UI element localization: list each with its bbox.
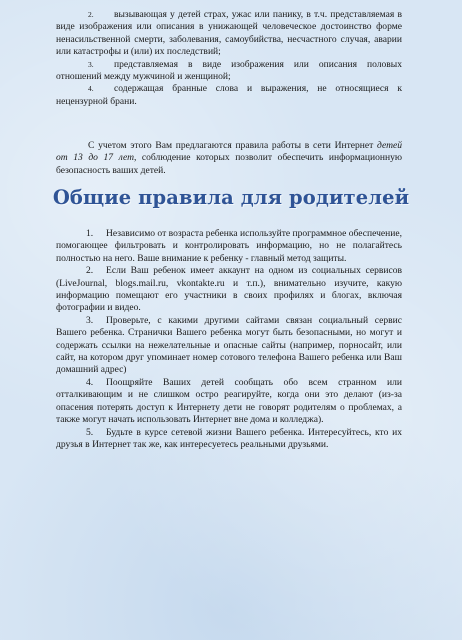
list-item <box>56 59 402 84</box>
rule-number: 5. <box>86 426 94 438</box>
rule-number: 3. <box>86 314 94 326</box>
rule-text: Если Ваш ребенок имеет аккаунт на одном из социальных сервисов (LiveJournal, blogs.mail.ru, vkontakte.ru и т.п.), внимательно изучите, какую информацию помещают его участники в своих профилях и блогах, включая фотографии и видео. <box>56 265 402 314</box>
intro-paragraph <box>56 140 402 177</box>
list-text: содержащая бранные слова и выражения, не относящиеся к нецензурной брани. <box>56 83 402 107</box>
list-number: 3. <box>88 59 94 69</box>
rule-item <box>56 315 402 377</box>
rule-item <box>56 265 402 315</box>
rule-text: Будьте в курсе сетевой жизни Вашего ребенка. Интересуйтесь, кто их друзья в Интернет так же, как интересуетесь реальными друзьями. <box>56 426 402 450</box>
list-item <box>56 9 402 59</box>
list-number: 4. <box>88 84 94 94</box>
parent-rules-list <box>56 228 402 451</box>
intro-text-before: С учетом этого Вам предлагаются правила работы в сети Интернет <box>88 140 378 151</box>
rule-item <box>56 377 402 427</box>
rule-text: Проверьте, с какими другими сайтами связан социальный сервис Вашего ребенка. Странички Вашего ребенка могут быть безопасными, но могут и содержать ссылки на нежелательные и опасные сайты (например, порносайт, или сайт, на котором друг упоминает номер сотового телефона Вашего ребенка или Ваш домашний адрес) <box>56 314 402 376</box>
rule-number: 4. <box>86 376 94 388</box>
intro-age-emphasis: детей от 13 до 17 лет <box>56 140 402 164</box>
intro-text-after: , соблюдение которых позволит обеспечить информационную безопасность ваших детей. <box>56 152 402 176</box>
rule-number: 2. <box>86 265 94 277</box>
rule-text: Поощряйте Ваших детей сообщать обо всем странном или отталкивающим и не слишком остро реагируйте, когда они это делают (из-за опасения потерять доступ к Интернету дети не говорят родителям о проблемах, а также могут начать использовать Интернет вне дома и колледжа). <box>56 376 402 426</box>
rule-number: 1. <box>86 228 94 239</box>
list-number: 2. <box>88 10 94 19</box>
rule-item <box>56 228 402 265</box>
harmful-content-list <box>56 9 402 108</box>
list-item <box>56 83 402 108</box>
section-heading: Общие правила для родителей <box>52 186 410 209</box>
rule-text: Независимо от возраста ребенка используйте программное обеспечение, помогающее фильтровать и контролировать информацию, но не полагайтесь полностью на него. Ваше внимание к ребенку - главный метод защиты. <box>56 228 402 264</box>
rule-item <box>56 427 402 452</box>
list-text: представляемая в виде изображения или описания половых отношений между мужчиной и женщиной; <box>56 58 402 83</box>
list-text: вызывающая у детей страх, ужас или панику, в т.ч. представляемая в виде изображения или описания в унижающей человеческое достоинство форме ненасильственной смерти, заболевания, самоубийства, несчастного случая, аварии или катастрофы и (или) их последствий; <box>56 9 402 58</box>
